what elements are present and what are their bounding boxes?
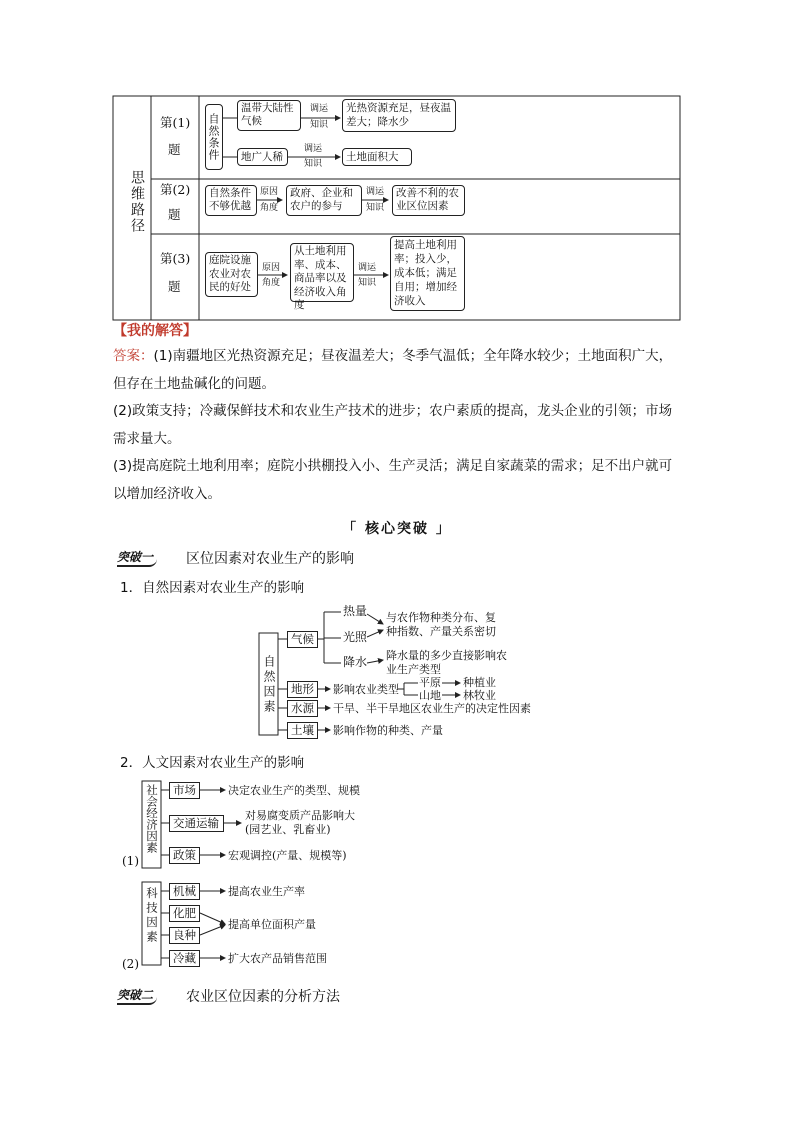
q2-arrow-a-bottom: 角度 (260, 203, 279, 213)
answer-body (113, 343, 683, 508)
human2-root: 科技因素 (145, 887, 159, 945)
q3-arrow-a-bottom: 角度 (262, 278, 281, 288)
q3-result: 提高土地利用率；投入少，成本低；满足自用；增加经济收入 (390, 236, 465, 311)
q2-result: 改善不利的农业区位因素 (392, 185, 465, 216)
q3-label-b: 题 (168, 279, 181, 294)
soil-effect: 影响作物的种类、产量 (333, 724, 443, 737)
machine-effect: 提高农业生产率 (228, 885, 305, 898)
sec1-title: 1．自然因素对农业生产的影响 (120, 580, 305, 596)
q3-box-a: 庭院设施农业对农民的好处 (205, 252, 258, 297)
human1-root: 社会经济因素 (145, 784, 159, 853)
seed-box: 良种 (169, 927, 200, 944)
q3-label: 第(3) (160, 251, 191, 266)
light-label: 光照 (343, 630, 368, 644)
q3-arrow-a-top: 原因 (262, 263, 281, 273)
answer-heading: 【我的解答】 (113, 323, 197, 339)
tag1-title: 区位因素对农业生产的影响 (186, 551, 354, 567)
cold-effect: 扩大农产品销售范围 (228, 952, 327, 965)
cold-box: 冷藏 (169, 950, 200, 967)
machine-box: 机械 (169, 883, 200, 900)
q1-result-a: 光热资源充足，昼夜温差大；降水少 (342, 99, 456, 132)
q3-arrow-b-bottom: 知识 (358, 278, 377, 288)
q1-arrow-b-top: 调运 (304, 144, 323, 154)
terrain-effect: 影响农业类型 (333, 683, 399, 696)
q1-result-b: 土地面积大 (342, 148, 412, 166)
rain-label: 降水 (343, 655, 368, 669)
human2-num: (2) (122, 957, 139, 971)
q1-box-b: 地广人稀 (237, 148, 288, 166)
water-box: 水源 (287, 700, 318, 717)
mountain-use: 林牧业 (463, 689, 496, 702)
tag2-badge: 突破二 (117, 987, 157, 1005)
q1-left-box: 自然条件 (205, 104, 223, 170)
side-label: 思维路径 (129, 170, 145, 234)
answer-2: (2)政策支持；冷藏保鲜技术和农业生产技术的进步；农户素质的提高，龙头企业的引领；市场需求量大。 (113, 403, 673, 447)
climate-box: 气候 (287, 631, 318, 648)
transport-effect-1: 对易腐变质产品影响大 (245, 809, 355, 822)
heat-effect-2: 种指数、产量关系密切 (386, 625, 496, 638)
water-effect: 干旱、半干旱地区农业生产的决定性因素 (333, 702, 531, 715)
q1-label-b: 题 (168, 142, 181, 157)
q1-arrow-b-bottom: 知识 (304, 159, 323, 169)
terrain-box: 地形 (287, 681, 318, 698)
q1-label: 第(1) (160, 115, 191, 130)
q1-arrow-a-top: 调运 (310, 104, 329, 114)
q1-arrow-a-bottom: 知识 (310, 120, 329, 130)
tag2-title: 农业区位因素的分析方法 (186, 989, 340, 1005)
human1-num: (1) (122, 854, 139, 868)
q3-box-b: 从土地利用率、成本、商品率以及经济收入角度 (290, 243, 354, 302)
q2-box-a: 自然条件不够优越 (205, 185, 257, 216)
plain-label: 平原 (419, 676, 441, 689)
q2-box-b: 政府、企业和农户的参与 (286, 185, 362, 216)
fs-effect: 提高单位面积产量 (228, 918, 316, 931)
q2-arrow-a-top: 原因 (260, 187, 279, 197)
market-box: 市场 (169, 782, 200, 799)
heat-effect-1: 与农作物种类分布、复 (386, 611, 496, 624)
q2-arrow-b-top: 调运 (366, 187, 385, 197)
natural-root: 自然因素 (262, 655, 276, 715)
sec2-title: 2．人文因素对农业生产的影响 (120, 755, 305, 771)
policy-effect: 宏观调控(产量、规模等) (228, 849, 347, 862)
market-effect: 决定农业生产的类型、规模 (228, 784, 360, 797)
rain-effect-1: 降水量的多少直接影响农 (386, 649, 507, 662)
q3-arrow-b-top: 调运 (358, 263, 377, 273)
transport-box: 交通运输 (169, 815, 224, 832)
q1-box-a: 温带大陆性气候 (237, 100, 301, 131)
core-title: 「 核心突破 」 (342, 521, 452, 537)
soil-box: 土壤 (287, 722, 318, 739)
policy-box: 政策 (169, 847, 200, 864)
mountain-label: 山地 (419, 689, 441, 702)
answer-1: (1)南疆地区光热资源充足；昼夜温差大；冬季气温低；全年降水较少；土地面积广大，但存在土地盐碱化的问题。 (113, 348, 673, 392)
heat-label: 热量 (343, 604, 368, 618)
answer-3: (3)提高庭院土地利用率；庭院小拱棚投入小、生产灵活；满足自家蔬菜的需求；足不出户就可以增加经济收入。 (113, 458, 673, 502)
q2-label: 第(2) (160, 182, 191, 197)
q2-label-b: 题 (168, 207, 181, 222)
transport-effect-2: (园艺业、乳畜业) (245, 823, 331, 836)
plain-use: 种植业 (463, 676, 496, 689)
rain-effect-2: 业生产类型 (386, 663, 441, 676)
answer-prefix: 答案： (113, 348, 154, 364)
fertilizer-box: 化肥 (169, 905, 200, 922)
tag1-badge: 突破一 (117, 549, 157, 567)
q2-arrow-b-bottom: 知识 (366, 203, 385, 213)
